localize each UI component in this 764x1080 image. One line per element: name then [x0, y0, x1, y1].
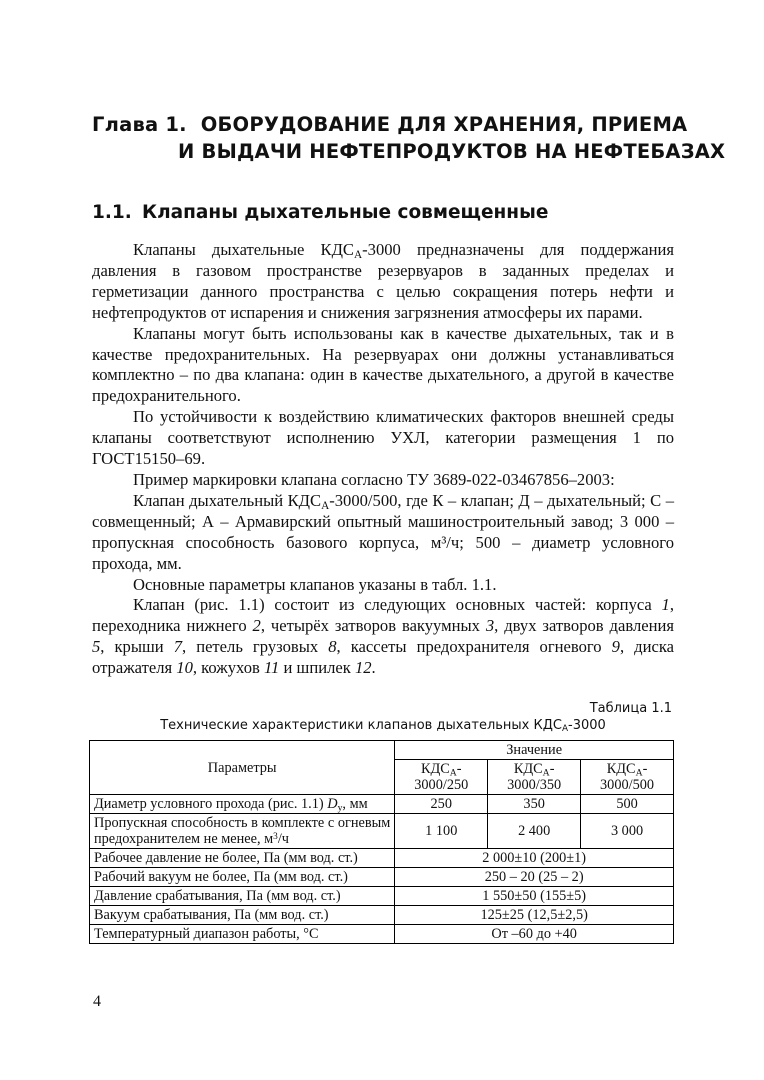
chapter-title-line2: И ВЫДАЧИ НЕФТЕПРОДУКТОВ НА НЕФТЕБАЗАХ — [178, 140, 726, 163]
subscript: А — [561, 724, 569, 735]
text: , переходника нижнего — [92, 595, 674, 636]
row-value: 2 000±10 (200±1) — [395, 849, 674, 868]
text: - — [456, 761, 462, 777]
text: КДС — [420, 761, 450, 777]
table-row — [90, 849, 674, 868]
text: Технические характеристики клапанов дыхательных КДС — [160, 718, 562, 733]
subscript: А — [353, 248, 363, 261]
text: Клапан дыхательный КДС — [133, 490, 322, 510]
paragraph-3: По устойчивости к воздействию климатических факторов внешней среды клапаны соответствуют исполнению УХЛ, категории размещения 1 по ГОСТ15150–69. — [92, 407, 674, 469]
part-number: 11 — [263, 658, 280, 678]
header-col-1 — [395, 760, 488, 795]
subscript: А — [635, 767, 643, 779]
superscript: 3 — [273, 831, 278, 842]
row-value: 1 550±50 (155±5) — [395, 887, 674, 906]
text: , крыши — [100, 637, 174, 657]
page-number: 4 — [93, 993, 101, 1010]
text: - — [642, 761, 648, 777]
chapter-label: Глава 1. — [92, 113, 187, 136]
paragraph-4: Пример маркировки клапана согласно ТУ 3689-022-03467856–2003: — [133, 469, 615, 489]
section-title: Клапаны дыхательные совмещенные — [142, 202, 549, 223]
header-col-3 — [581, 760, 674, 795]
paragraph-1 — [92, 240, 674, 324]
row-label: Рабочее давление не более, Па (мм вод. ст.) — [90, 849, 395, 868]
table-row — [90, 795, 674, 814]
row-value: 500 — [581, 795, 674, 814]
row-label — [90, 795, 395, 814]
text: , диска отражателя — [92, 637, 674, 678]
text: , петель грузовых — [182, 637, 329, 657]
text: , двух затворов давления — [494, 616, 674, 636]
text: 3000/350 — [507, 777, 562, 793]
subscript: А — [321, 499, 330, 512]
text: Клапаны дыхательные КДС — [133, 240, 354, 259]
paragraph-2: Клапаны могут быть использованы как в качестве дыхательных, так и в качестве предохранительных. На резервуарах они должны устанавливаться комплектно – по два клапана: один в качестве дыхательного, а другой в качестве предохранительного. — [92, 323, 674, 406]
text: КДС — [513, 761, 543, 777]
row-value: 250 – 20 (25 – 2) — [395, 868, 674, 887]
subscript: у — [337, 802, 343, 814]
part-number: 9 — [611, 637, 620, 657]
part-number: 3 — [485, 616, 495, 636]
specifications-table — [89, 740, 674, 944]
table-row — [90, 887, 674, 906]
text: , четырёх затворов вакуумных — [260, 616, 486, 636]
text: Диаметр условного прохода (рис. 1.1) — [94, 796, 328, 812]
text: -3000 предназначены для поддержания давления в газовом пространстве резервуаров в заданных пределах и герметизации данного пространства с целью сокращения потерь нефти и нефтепродуктов от испарения и снижения загрязнения атмосферы их парами. — [92, 240, 674, 322]
chapter-heading-line1 — [92, 111, 725, 138]
table-row — [90, 814, 674, 849]
table-header-row — [90, 741, 674, 760]
header-value: Значение — [395, 741, 674, 760]
part-number: 2 — [252, 616, 261, 636]
chapter-heading — [92, 111, 725, 165]
row-value: 2 400 — [488, 814, 581, 849]
text: , кожухов — [192, 658, 264, 678]
row-label: Вакуум срабатывания, Па (мм вод. ст.) — [90, 906, 395, 925]
table-row — [90, 925, 674, 944]
part-number: 8 — [328, 637, 337, 657]
row-value: 350 — [488, 795, 581, 814]
row-label: Рабочий вакуум не более, Па (мм вод. ст.) — [90, 868, 395, 887]
text: 3000/500 — [600, 777, 655, 793]
row-value: 250 — [395, 795, 488, 814]
text: -3000 — [568, 718, 606, 733]
text: . — [371, 658, 376, 678]
subscript: А — [449, 767, 457, 779]
variable: D — [327, 796, 338, 812]
table-number-label: Таблица 1.1 — [589, 701, 672, 716]
row-value: 125±25 (12,5±2,5) — [395, 906, 674, 925]
text: 3000/250 — [414, 777, 469, 793]
text: Пропускная способность в комплекте с огневым предохранителем не менее, м — [94, 815, 391, 847]
chapter-title-line1: ОБОРУДОВАНИЕ ДЛЯ ХРАНЕНИЯ, ПРИЕМА — [200, 113, 688, 136]
text: Клапан (рис. 1.1) состоит из следующих основных частей: корпуса — [133, 595, 662, 615]
header-col-2 — [488, 760, 581, 795]
text: КДС — [606, 761, 636, 777]
body-text — [92, 240, 674, 679]
row-value: От –60 до +40 — [395, 925, 674, 944]
row-label: Давление срабатывания, Па (мм вод. ст.) — [90, 887, 395, 906]
paragraph-6: Основные параметры клапанов указаны в табл. 1.1. — [133, 574, 497, 594]
table-row — [90, 906, 674, 925]
part-number: 10 — [176, 658, 193, 678]
text: -3000/500, где К – клапан; Д – дыхательный; С – совмещенный; А – Армавирский опытный машиностроительный завод; 3 000 – пропускная способность базового корпуса, м³/ч; 500 – диаметр условного прохода, мм. — [92, 490, 674, 573]
table-title — [92, 718, 674, 733]
part-number: 5 — [92, 637, 101, 657]
text: и шпилек — [279, 658, 355, 678]
part-number: 1 — [661, 595, 670, 615]
text: /ч — [277, 831, 289, 847]
subscript: А — [542, 767, 550, 779]
text: , мм — [342, 796, 368, 812]
row-value: 1 100 — [395, 814, 488, 849]
text: , кассеты предохранителя огневого — [336, 637, 612, 657]
section-number: 1.1. — [92, 202, 132, 223]
paragraph-7 — [92, 595, 674, 679]
header-params: Параметры — [90, 741, 395, 795]
row-label: Температурный диапазон работы, °С — [90, 925, 395, 944]
part-number: 7 — [173, 637, 182, 657]
row-value: 3 000 — [581, 814, 674, 849]
part-number: 12 — [354, 658, 372, 678]
section-heading — [92, 201, 548, 225]
row-label — [90, 814, 395, 849]
paragraph-5 — [92, 491, 674, 575]
text: - — [549, 761, 555, 777]
table-row — [90, 868, 674, 887]
